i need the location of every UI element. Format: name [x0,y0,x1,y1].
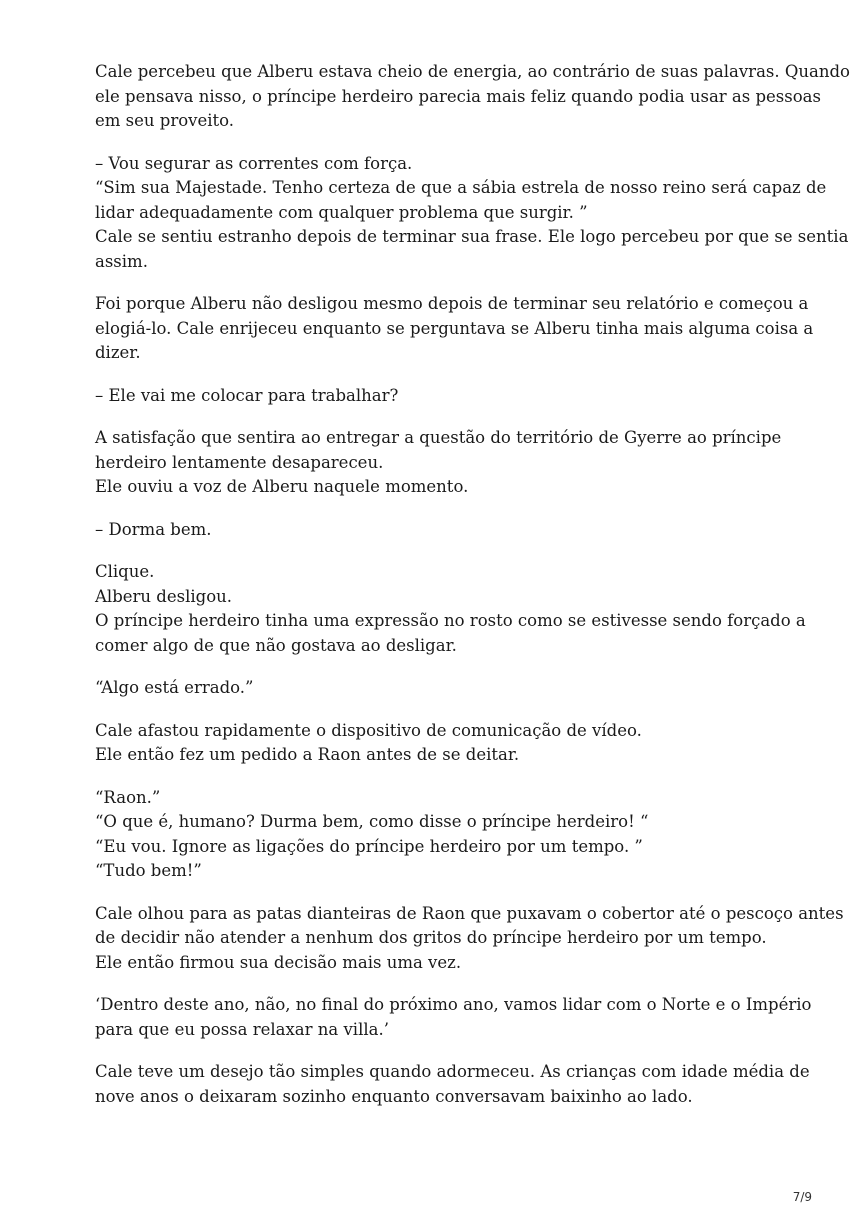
text-line: elogiá-lo. Cale enrijeceu enquanto se perguntava se Alberu tinha mais alguma coisa a [95,318,814,338]
paragraph [95,152,849,275]
text-line: de decidir não atender a nenhum dos gritos do príncipe herdeiro por um tempo. [95,928,767,947]
text-line: ele pensava nisso, o príncipe herdeiro parecia mais feliz quando podia usar as pessoas [95,86,821,106]
text-line: O príncipe herdeiro tinha uma expressão no rosto como se estivesse sendo forçado a [95,611,806,630]
text-line: Ele então fez um pedido a Raon antes de se deitar. [95,745,520,764]
paragraph [95,1060,810,1109]
text-line: dizer. [95,343,141,362]
text-line: “Algo está errado.” [95,678,254,697]
text-line: Foi porque Alberu não desligou mesmo depois de terminar seu relatório e começou a [95,294,809,313]
text-line: Ele ouviu a voz de Alberu naquele momento. [95,477,469,496]
text-line: para que eu possa relaxar na villa.’ [95,1019,389,1039]
text-line: Alberu desligou. [95,586,232,606]
text-line: ‘Dentro deste ano, não, no final do próximo ano, vamos lidar com o Norte e o Império [95,995,812,1014]
text-line: “O que é, humano? Durma bem, como disse o príncipe herdeiro! “ [95,812,649,831]
paragraph [95,902,844,976]
text-line: Cale teve um desejo tão simples quando adormeceu. As crianças com idade média de [95,1062,810,1081]
paragraph [95,993,812,1042]
paragraph [95,384,795,409]
text-line: Cale se sentiu estranho depois de terminar sua frase. Ele logo percebeu por que se sentia [95,227,849,246]
text-line: – Dorma bem. [95,519,212,539]
text-line: assim. [95,251,148,271]
document-body [95,60,850,1127]
text-line: “Sim sua Majestade. Tenho certeza de que a sábia estrela de nosso reino será capaz de [95,178,827,197]
text-line: Ele então firmou sua decisão mais uma vez. [95,952,462,972]
text-line: Cale percebeu que Alberu estava cheio de energia, ao contrário de suas palavras. Quando [95,62,850,81]
paragraph [95,60,850,134]
text-line: nove anos o deixaram sozinho enquanto conversavam baixinho ao lado. [95,1086,693,1106]
paragraph [95,292,814,366]
paragraph [95,560,806,658]
text-line: Clique. [95,562,155,581]
text-line: Cale olhou para as patas dianteiras de Raon que puxavam o cobertor até o pescoço antes [95,903,844,923]
page-number: 7/9 [792,1190,812,1204]
paragraph [95,676,795,701]
text-line: “Raon.” [95,787,161,807]
text-line: Cale afastou rapidamente o dispositivo de comunicação de vídeo. [95,720,642,740]
text-line: – Ele vai me colocar para trabalhar? [95,385,399,405]
text-line: lidar adequadamente com qualquer problema que surgir. ” [95,202,588,222]
text-line: – Vou segurar as correntes com força. [95,153,413,173]
text-line: “Eu vou. Ignore as ligações do príncipe herdeiro por um tempo. ” [95,836,643,856]
paragraph [95,518,795,543]
paragraph [95,426,795,500]
paragraph [95,719,795,768]
paragraph [95,786,795,884]
text-line: em seu proveito. [95,111,235,130]
text-line: herdeiro lentamente desapareceu. [95,452,384,472]
text-line: comer algo de que não gostava ao desligar. [95,635,457,655]
text-line: “Tudo bem!” [95,861,202,880]
text-line: A satisfação que sentira ao entregar a questão do território de Gyerre ao príncipe [95,428,782,447]
